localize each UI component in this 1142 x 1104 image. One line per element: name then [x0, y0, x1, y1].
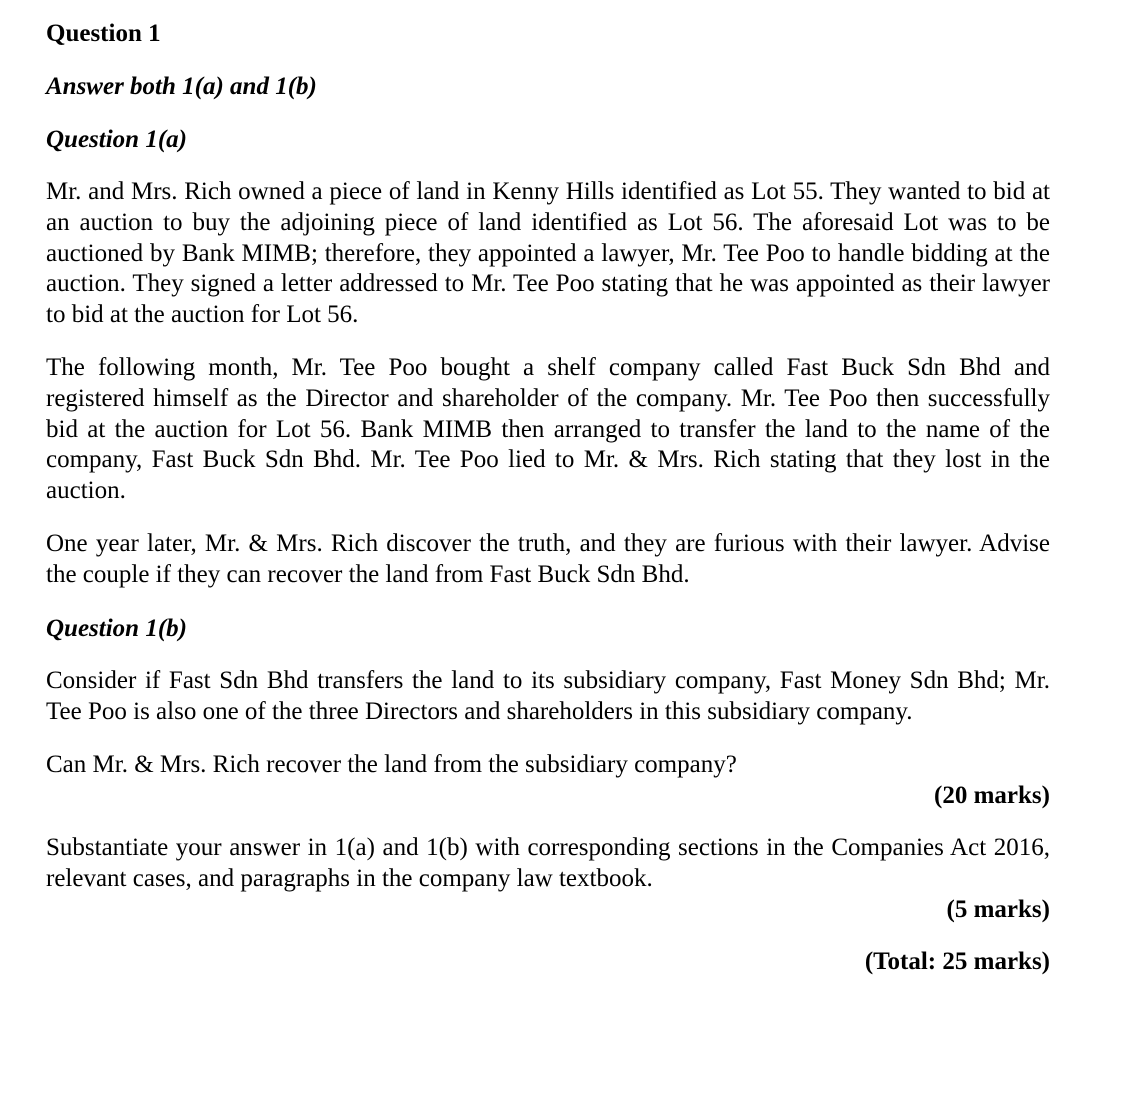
substantiate-paragraph: Substantiate your answer in 1(a) and 1(b) with corresponding sections in the Companies Act 2016, relevant cases, and paragraphs in the company law textbook.: [46, 834, 1050, 892]
instruction: Answer both 1(a) and 1(b): [46, 73, 317, 100]
question-1a-paragraph-1: Mr. and Mrs. Rich owned a piece of land in Kenny Hills identified as Lot 55. They wanted to bid at an auction to buy the adjoining piece of land identified as Lot 56. The aforesaid Lot was to be auctioned by Bank MIMB; therefore, they appointed a lawyer, Mr. Tee Poo to handle bidding at the auction. They signed a letter addressed to Mr. Tee Poo stating that he was appointed as their lawyer to bid at the auction for Lot 56.: [46, 178, 1050, 329]
question-1a-paragraph-2: The following month, Mr. Tee Poo bought a shelf company called Fast Buck Sdn Bhd and registered himself as the Director and shareholder of the company. Mr. Tee Poo then successfully bid at the auction for Lot 56. Bank MIMB then arranged to transfer the land to the name of the company, Fast Buck Sdn Bhd. Mr. Tee Poo lied to Mr. & Mrs. Rich stating that they lost in the auction.: [46, 354, 1050, 505]
question-1b-paragraph-2: Can Mr. & Mrs. Rich recover the land from the subsidiary company?: [46, 751, 737, 778]
question-1b-paragraph-1: Consider if Fast Sdn Bhd transfers the land to its subsidiary company, Fast Money Sdn Bhd; Mr. Tee Poo is also one of the three Directors and shareholders in this subsidiary company.: [46, 667, 1050, 725]
question-1b-marks: (20 marks): [934, 782, 1050, 809]
question-1b-heading: Question 1(b): [46, 615, 187, 642]
total-marks: (Total: 25 marks): [864, 948, 1050, 975]
question-title: Question 1: [46, 20, 161, 47]
question-1a-heading: Question 1(a): [46, 126, 187, 153]
substantiate-marks: (5 marks): [946, 896, 1050, 923]
question-1a-paragraph-3: One year later, Mr. & Mrs. Rich discover the truth, and they are furious with their lawyer. Advise the couple if they can recover the land from Fast Buck Sdn Bhd.: [46, 530, 1050, 588]
